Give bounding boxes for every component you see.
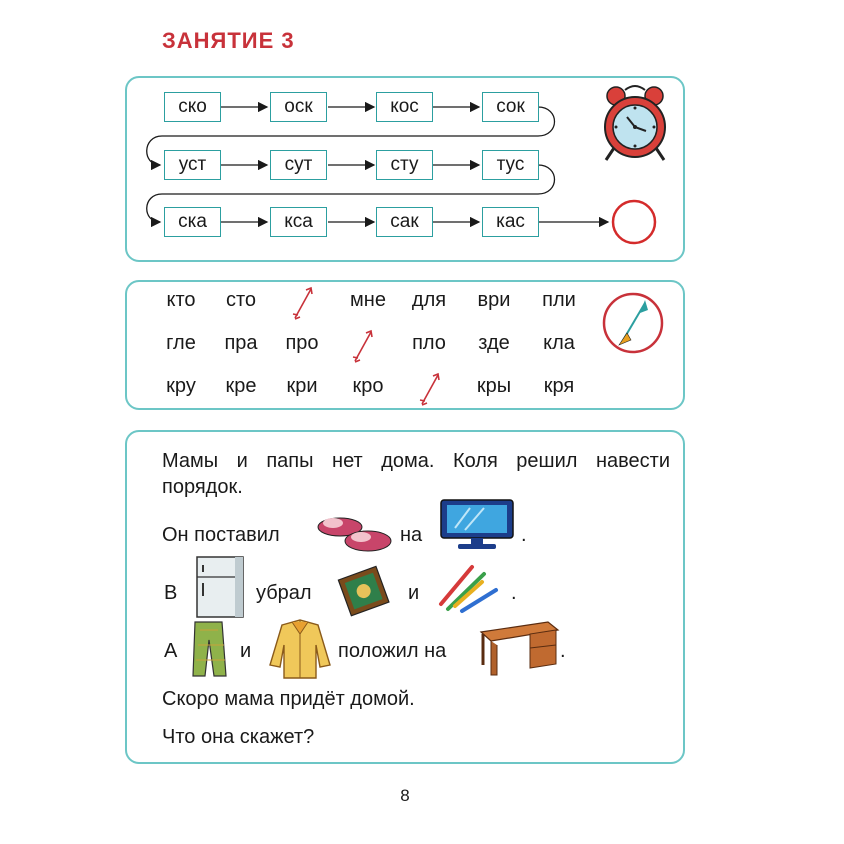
- grid-syllable: ври: [477, 289, 511, 311]
- story-text: .: [511, 582, 517, 604]
- grid-syllable: зде: [478, 332, 510, 354]
- syllable-box: сту: [376, 150, 433, 180]
- story-intro: Мамы и папы нет дома. Коля решил навести порядок.: [162, 450, 670, 498]
- story-text: Скоро мама придёт домой.: [162, 688, 415, 710]
- story-text: Он поставил: [162, 524, 280, 546]
- grid-syllable: про: [285, 332, 319, 354]
- grid-syllable: кла: [543, 332, 575, 354]
- story-text: убрал: [256, 582, 312, 604]
- syllable-box: тус: [482, 150, 539, 180]
- grid-syllable: мне: [350, 289, 386, 311]
- story-question: Что она скажет?: [162, 726, 315, 748]
- grid-syllable: кру: [166, 375, 196, 397]
- grid-syllable: кре: [225, 375, 257, 397]
- page-title: ЗАНЯТИЕ 3: [162, 28, 295, 53]
- syllable-box: кос: [376, 92, 433, 122]
- grid-syllable: кря: [543, 375, 575, 397]
- story-text: и: [408, 582, 420, 604]
- syllable-box: кас: [482, 207, 539, 237]
- syllable-box: сут: [270, 150, 327, 180]
- grid-syllable: гле: [166, 332, 196, 354]
- grid-syllable: кро: [352, 375, 384, 397]
- grid-syllable: кто: [166, 289, 196, 311]
- story-text: .: [521, 524, 527, 546]
- grid-syllable: сто: [225, 289, 257, 311]
- story-text: на: [400, 524, 423, 546]
- syllable-box: ска: [164, 207, 221, 237]
- story-text: и: [240, 640, 252, 662]
- grid-syllable: пли: [542, 289, 576, 311]
- grid-syllable: кры: [476, 375, 512, 397]
- syllable-box: ско: [164, 92, 221, 122]
- grid-syllable: кри: [286, 375, 318, 397]
- page-number: 8: [400, 786, 410, 805]
- grid-syllable: пло: [412, 332, 446, 354]
- story-text: .: [560, 640, 566, 662]
- story-text: положил на: [338, 640, 447, 662]
- syllable-box: оск: [270, 92, 327, 122]
- syllable-box: сок: [482, 92, 539, 122]
- syllable-box: уст: [164, 150, 221, 180]
- grid-syllable: пра: [224, 332, 258, 354]
- story-text: А: [164, 640, 178, 662]
- story-text: В: [164, 582, 178, 604]
- grid-syllable: для: [411, 289, 447, 311]
- syllable-box: кса: [270, 207, 327, 237]
- syllable-box: сак: [376, 207, 433, 237]
